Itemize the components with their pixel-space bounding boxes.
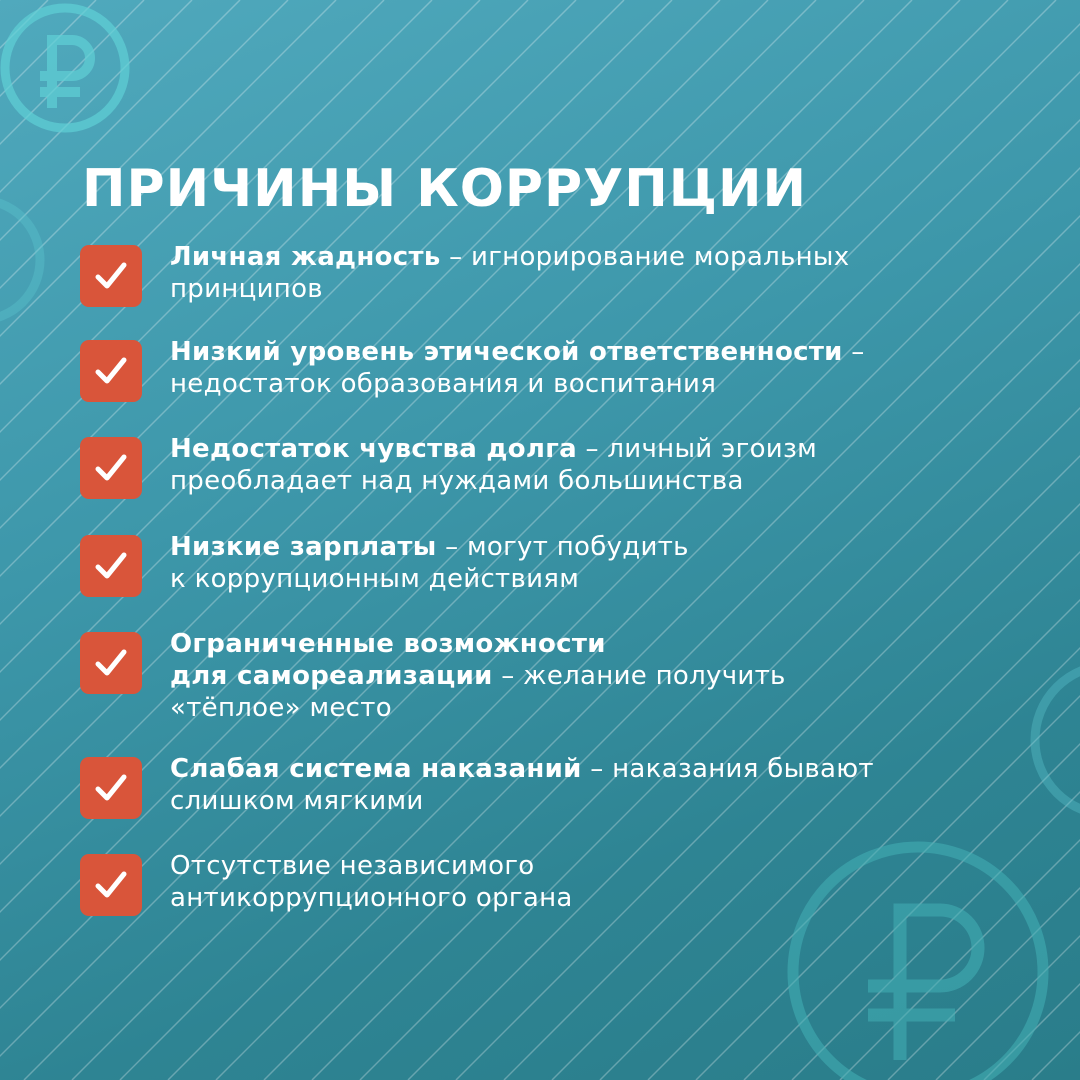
item-heading: Слабая система наказаний: [170, 754, 582, 784]
check-icon: [80, 535, 142, 597]
list-item: [80, 434, 818, 499]
item-description: – игнорирование моральных: [440, 242, 850, 272]
background-stripe: [888, 0, 1080, 1080]
list-item: [80, 532, 689, 597]
text-line: [170, 692, 786, 724]
item-text: [170, 336, 865, 402]
text-line: [170, 368, 865, 400]
check-icon: [80, 854, 142, 916]
check-icon: [80, 757, 142, 819]
text-line: [170, 273, 849, 305]
item-description: недостаток образования и воспитания: [170, 369, 717, 399]
text-line: [170, 753, 874, 785]
ruble-coin-icon: [5, 8, 125, 128]
item-description: Отсутствие независимого: [170, 851, 535, 881]
item-heading: Ограниченные возможности: [170, 629, 606, 659]
check-icon: [80, 437, 142, 499]
item-description: – могут побудить: [436, 532, 689, 562]
text-line: [170, 241, 849, 273]
text-line: [170, 628, 786, 660]
list-item: [80, 629, 786, 724]
ruble-coin-icon: [1035, 665, 1080, 815]
item-text: [170, 850, 573, 916]
list-item: [80, 851, 573, 916]
list-item: [80, 337, 865, 402]
item-text: [170, 753, 874, 819]
item-description: принципов: [170, 274, 323, 304]
item-text: [170, 433, 817, 499]
item-description: – желание получить: [492, 661, 786, 691]
text-line: [170, 882, 573, 914]
item-description: к коррупционным действиям: [170, 564, 580, 594]
background-stripe: [0, 0, 48, 1080]
item-text: [170, 628, 786, 724]
check-icon: [80, 632, 142, 694]
item-heading: Низкий уровень этической ответственности: [170, 337, 843, 367]
item-heading: для самореализации: [170, 661, 493, 691]
text-line: [170, 660, 786, 692]
page-title: ПРИЧИНЫ КОРРУПЦИИ: [82, 159, 808, 219]
text-line: [170, 465, 817, 497]
text-line: [170, 433, 817, 465]
background-stripe: [1032, 0, 1080, 1080]
item-description: «тёплое» место: [170, 693, 392, 723]
list-item: [80, 754, 874, 819]
item-text: [170, 531, 689, 597]
list-item: [80, 242, 850, 307]
item-heading: Низкие зарплаты: [170, 532, 437, 562]
item-heading: Личная жадность: [170, 242, 441, 272]
item-description: – наказания бывают: [581, 754, 874, 784]
text-line: [170, 785, 874, 817]
item-description: –: [842, 337, 865, 367]
item-description: – личный эгоизм: [576, 434, 818, 464]
text-line: [170, 850, 573, 882]
check-icon: [80, 340, 142, 402]
check-icon: [80, 245, 142, 307]
item-description: слишком мягкими: [170, 786, 424, 816]
item-description: преобладает над нуждами большинства: [170, 466, 744, 496]
text-line: [170, 531, 689, 563]
item-description: антикоррупционного органа: [170, 883, 573, 913]
item-heading: Недостаток чувства долга: [170, 434, 577, 464]
text-line: [170, 336, 865, 368]
text-line: [170, 563, 689, 595]
item-text: [170, 241, 849, 307]
